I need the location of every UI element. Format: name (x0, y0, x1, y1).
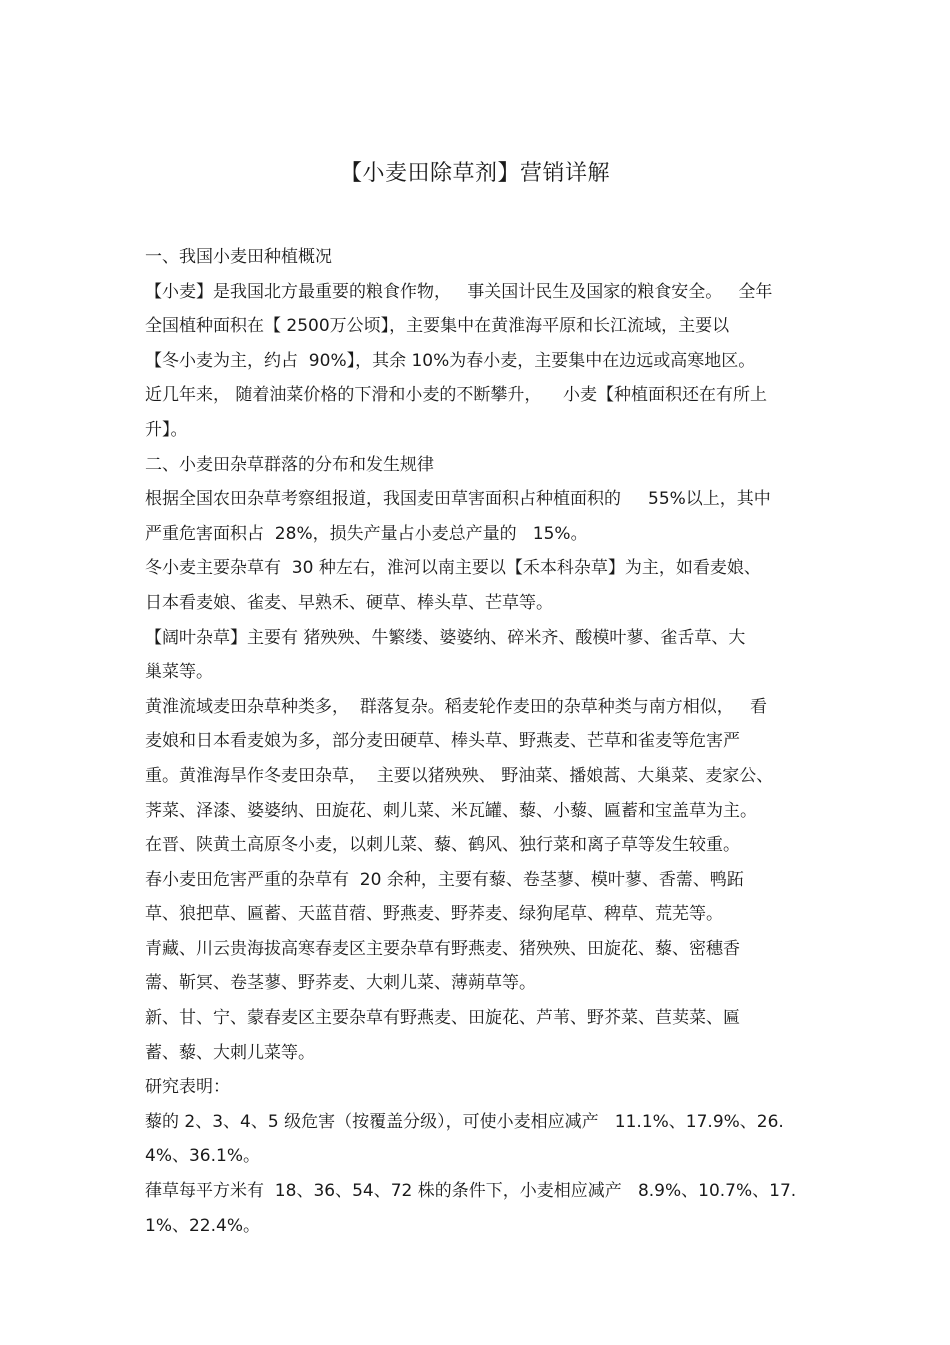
text-line: 在晋、陕黄土高原冬小麦，以刺儿菜、藜、鹤风、独行菜和离子草等发生较重。 (145, 835, 740, 856)
text-line: 近几年来， 随着油菜价格的下滑和小麦的不断攀升， 小麦【种植面积还在有所上 (145, 385, 768, 406)
text-line: 重。黄淮海旱作冬麦田杂草， 主要以猪殃殃、 野油菜、播娘蒿、大巢菜、麦家公、 (145, 765, 774, 786)
text-line: 升】。 (145, 419, 188, 440)
text-line: 4%、36.1%。 (145, 1146, 260, 1167)
text-line: 巢菜等。 (145, 662, 213, 683)
text-line: 新、甘、宁、蒙春麦区主要杂草有野燕麦、田旋花、芦苇、野芥菜、苣荬菜、匾 (145, 1008, 740, 1029)
text-line: 【冬小麦为主，约占 90%】，其余 10%为春小麦，主要集中在边远或高寒地区。 (145, 350, 756, 371)
text-line: 严重危害面积占 28%，损失产量占小麦总产量的 15%。 (145, 523, 588, 544)
text-line: 荠菜、泽漆、婆婆纳、田旋花、刺儿菜、米瓦罐、藜、小藜、匾蓄和宝盖草为主。 (145, 800, 757, 821)
text-line: 春小麦田危害严重的杂草有 20 余种，主要有藜、卷茎蓼、模叶蓼、香薷、鸭跖 (145, 869, 744, 890)
text-line: 青藏、川云贵海拔高寒春麦区主要杂草有野燕麦、猪殃殃、田旋花、藜、密穗香 (145, 938, 740, 959)
text-line: 藜的 2、3、4、5 级危害（按覆盖分级），可使小麦相应减产 11.1%、17.9%、26. (145, 1111, 784, 1132)
text-line: 研究表明： (145, 1077, 230, 1098)
text-line: 麦娘和日本看麦娘为多，部分麦田硬草、棒头草、野燕麦、芒草和雀麦等危害严 (145, 731, 740, 752)
text-line: 草、狼把草、匾蓄、天蓝苜蓿、野燕麦、野荞麦、绿狗尾草、稗草、荒芜等。 (145, 904, 723, 925)
text-line: 全国植种面积在【 2500万公顷】，主要集中在黄淮海平原和长江流域，主要以 (145, 316, 730, 337)
text-line: 1%、22.4%。 (145, 1215, 260, 1236)
text-line: 黄淮流域麦田杂草种类多， 群落复杂。稻麦轮作麦田的杂草种类与南方相似， 看 (145, 696, 768, 717)
text-line: 葎草每平方米有 18、36、54、72 株的条件下，小麦相应减产 8.9%、10.7%、17. (145, 1181, 797, 1202)
text-line: 蓄、藜、大刺儿菜等。 (145, 1042, 315, 1063)
text-line: 冬小麦主要杂草有 30 种左右，淮河以南主要以【禾本科杂草】为主，如看麦娘、 (145, 558, 761, 579)
text-line: 薷、靳冥、卷茎蓼、野荞麦、大刺儿菜、薄蒴草等。 (145, 973, 536, 994)
text-line: 日本看麦娘、雀麦、早熟禾、硬草、棒头草、芒草等。 (145, 592, 553, 613)
text-line: 【阔叶杂草】主要有 猪殃殃、牛繁缕、婆婆纳、碎米齐、酸模叶蓼、雀舌草、大 (145, 627, 746, 648)
document-body (145, 240, 810, 1243)
text-line: 【小麦】是我国北方最重要的粮食作物， 事关国计民生及国家的粮食安全。 全年 (145, 281, 773, 302)
text-line: 二、小麦田杂草群落的分布和发生规律 (145, 454, 434, 475)
text-line: 根据全国农田杂草考察组报道，我国麦田草害面积占种植面积的 55%以上，其中 (145, 489, 771, 510)
text-line: 一、我国小麦田种植概况 (145, 247, 332, 267)
document-title: 【小麦田除草剂】营销详解 (339, 161, 610, 186)
